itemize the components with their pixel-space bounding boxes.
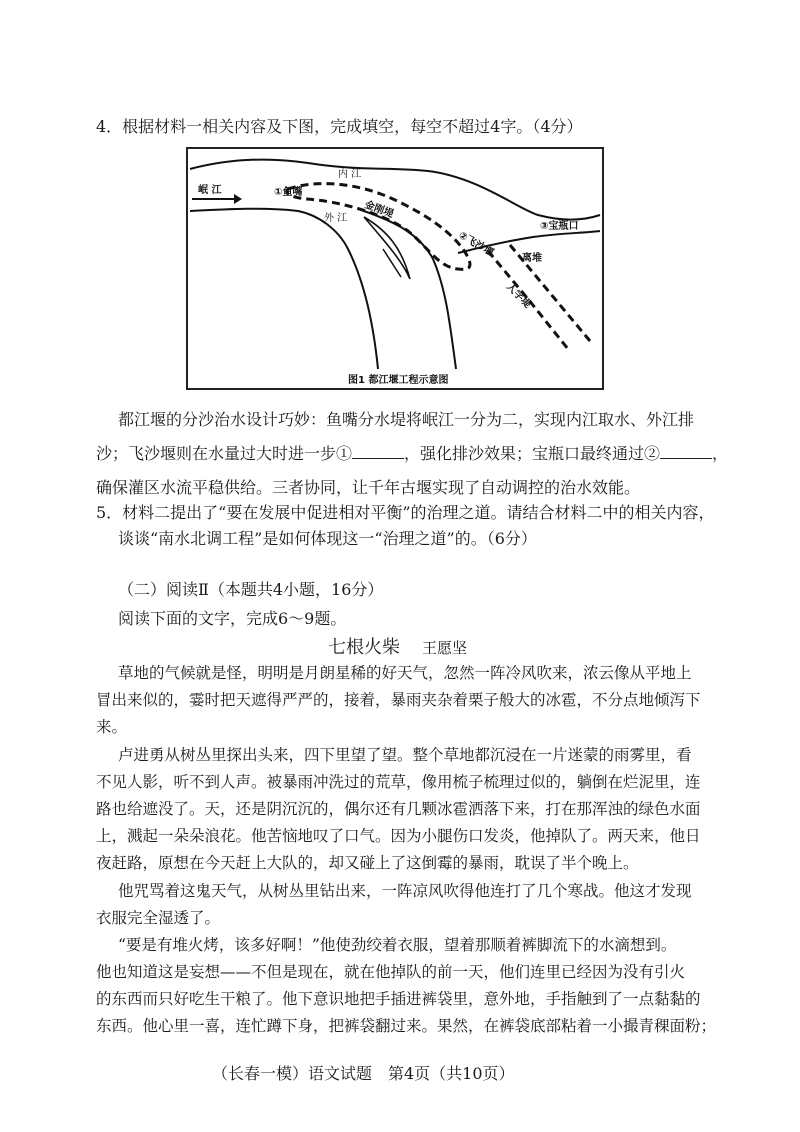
waijiang-right-bank: [358, 209, 456, 369]
story-line: 卢进勇从树丛里探出头来，四下里望了望。整个草地都沉浸在一片迷蒙的雨雾里，看: [118, 746, 692, 764]
story-line: 他也知道这是妄想——不但是现在，就在他掉队的前一天，他们连里已经因为没有引火: [96, 963, 686, 981]
story-line: 来。: [96, 718, 128, 736]
story-line: 冒出来似的，霎时把天遮得严严的，接着，暴雨夹杂着栗子般大的冰雹，不分点地倾泻下: [96, 691, 701, 709]
story-author: 王愿坚: [422, 639, 468, 657]
passage-line-1: 都江堰的分沙治水设计巧妙：鱼嘴分水堤将岷江一分为二，实现内江取水、外江排: [118, 410, 695, 429]
north-bank-line: [190, 160, 600, 220]
flow-arrow-head: [234, 194, 242, 204]
story-line: 他咒骂着这鬼天气，从树丛里钻出来，一阵凉风吹得他连打了几个寒战。他这才发现: [118, 882, 692, 900]
passage-line-3: 确保灌区水流平稳供给。三者协同，让千年古堰实现了自动调控的治水效能。: [96, 478, 641, 497]
story-line: 衣服完全湿透了。: [96, 909, 221, 927]
label-baopingkou: ③宝瓶口: [540, 221, 579, 232]
question-5-line-1: 5．材料二提出了“要在发展中促进相对平衡”的治理之道。请结合材料二中的相关内容，: [96, 503, 715, 522]
south-bank-line: [190, 209, 378, 369]
diagram-svg: [188, 149, 602, 388]
sandbar-shape: [364, 217, 410, 279]
label-renzidi: 人字堤: [503, 281, 533, 311]
label-lidui: 离堆: [522, 253, 542, 264]
passage-line-2b: ，强化排沙效果；宝瓶口最终通过②: [404, 444, 661, 463]
question-5-line-2: 谈谈“南水北调工程”是如何体现这一“治理之道”的。（6分）: [118, 529, 537, 548]
story-line: 上，溅起一朵朵浪花。他苦恼地叹了口气。因为小腿伤口发炎，他掉队了。两天来，他日: [96, 827, 701, 845]
story-line: 不见人影，听不到人声。被暴雨冲洗过的荒草，像用梳子梳理过似的，躺倒在烂泥里，连: [96, 773, 701, 791]
story-line: 的东西而只好吃生干粮了。他下意识地把手插进裤袋里，意外地，手指触到了一点黏黏的: [96, 990, 701, 1008]
passage-line-2: [96, 441, 728, 464]
story-title: 七根火柴: [328, 637, 400, 658]
blank-2[interactable]: [660, 444, 712, 459]
label-waijiang: 外 江: [324, 213, 348, 224]
page-footer: （长春一模）语文试题 第4页（共10页）: [212, 1064, 515, 1083]
figure-caption: 图1 都江堰工程示意图: [348, 375, 449, 386]
question-4-prompt: 4．根据材料一相关内容及下图，完成填空，每空不超过4字。（4分）: [96, 117, 583, 136]
passage-line-2c: ，: [712, 444, 729, 463]
label-yuzui: ①鱼嘴: [274, 187, 303, 198]
story-line: “要是有堆火烤，该多好啊！”他使劲绞着衣服，望着那顺着裤脚流下的水滴想到。: [118, 936, 677, 954]
story-line: 草地的气候就是怪，明明是月朗星稀的好天气，忽然一阵冷风吹来，浓云像从平地上: [118, 664, 692, 682]
section-2-instruction: 阅读下面的文字，完成6～9题。: [118, 609, 347, 628]
outer-river-arrow: [383, 249, 401, 277]
dujiangyan-diagram: [186, 147, 604, 390]
story-line: 东西。他心里一喜，连忙蹲下身，把裤袋翻过来。果然，在裤袋底部粘着一小撮青稞面粉；: [96, 1017, 717, 1035]
label-neijiang: 内 江: [338, 169, 362, 180]
label-feishayan: ②飞沙堰: [456, 230, 496, 259]
story-line: 夜赶路，原想在今天赶上大队的，却又碰上了这倒霉的暴雨，耽误了半个晚上。: [96, 854, 639, 872]
label-jingangdi: 金刚堤: [362, 199, 395, 221]
label-minjiang: 岷 江: [198, 185, 222, 196]
section-2-heading: （二）阅读Ⅱ（本题共4小题，16分）: [118, 580, 384, 599]
story-title-line: [328, 633, 467, 659]
passage-line-2a: 沙；飞沙堰则在水量过大时进一步①: [96, 444, 353, 463]
blank-1[interactable]: [352, 444, 404, 459]
story-line: 路也给遮没了。天，还是阴沉沉的，偶尔还有几颗冰雹洒落下来，打在那浑浊的绿色水面: [96, 800, 701, 818]
